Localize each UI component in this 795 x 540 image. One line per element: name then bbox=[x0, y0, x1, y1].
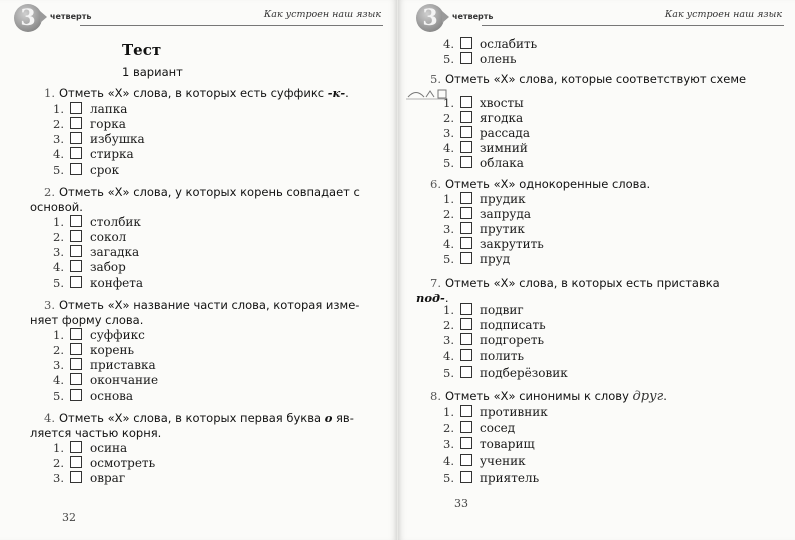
quarter-badge-icon: 3 bbox=[14, 4, 42, 32]
option: 2. горка bbox=[53, 117, 126, 131]
checkbox[interactable] bbox=[460, 318, 472, 330]
option: 1. столбик bbox=[53, 215, 141, 229]
option: 4. ослабить bbox=[443, 37, 538, 51]
checkbox[interactable] bbox=[460, 222, 472, 234]
header-rule bbox=[482, 25, 784, 26]
checkbox[interactable] bbox=[460, 366, 472, 378]
option: 5. олень bbox=[443, 52, 517, 66]
page-number: 33 bbox=[454, 497, 468, 510]
checkbox[interactable] bbox=[460, 96, 472, 108]
checkbox[interactable] bbox=[460, 111, 472, 123]
option: 5. приятель bbox=[443, 471, 540, 485]
option: 2. сокол bbox=[53, 230, 127, 244]
checkbox[interactable] bbox=[70, 389, 82, 401]
checkbox[interactable] bbox=[460, 333, 472, 345]
option: 3. овраг bbox=[53, 471, 126, 485]
checkbox[interactable] bbox=[460, 303, 472, 315]
question-2: 2. Отметь «Х» слова, у которых корень совпадает с bbox=[44, 185, 360, 199]
checkbox[interactable] bbox=[460, 421, 472, 433]
option: 2. запруда bbox=[443, 207, 531, 221]
option: 4. окончание bbox=[53, 373, 159, 387]
option: 2. корень bbox=[53, 343, 135, 357]
checkbox[interactable] bbox=[460, 349, 472, 361]
option: 1. суффикс bbox=[53, 328, 145, 342]
checkbox[interactable] bbox=[70, 373, 82, 385]
checkbox[interactable] bbox=[460, 52, 472, 64]
checkbox[interactable] bbox=[70, 245, 82, 257]
option: 4. зимний bbox=[443, 141, 528, 155]
option: 5. конфета bbox=[53, 276, 144, 290]
checkbox[interactable] bbox=[460, 141, 472, 153]
checkbox[interactable] bbox=[460, 454, 472, 466]
option: 2. сосед bbox=[443, 421, 516, 435]
question-3: 3. Отметь «Х» название части слова, которая изме- bbox=[44, 298, 360, 312]
checkbox[interactable] bbox=[460, 405, 472, 417]
option: 5. пруд bbox=[443, 252, 511, 266]
option: 3. загадка bbox=[53, 245, 140, 259]
chevron-right-icon bbox=[40, 11, 47, 23]
checkbox[interactable] bbox=[460, 126, 472, 138]
option: 3. избушка bbox=[53, 132, 145, 146]
chevron-right-icon bbox=[442, 11, 449, 23]
option: 4. ученик bbox=[443, 454, 526, 468]
page-number: 32 bbox=[62, 511, 76, 524]
left-page bbox=[0, 0, 397, 540]
option: 5. подберёзовик bbox=[443, 366, 568, 380]
question-7: 7. Отметь «Х» слова, в которых есть приставка bbox=[430, 276, 720, 290]
question-2-cont: основой. bbox=[30, 200, 83, 214]
checkbox[interactable] bbox=[460, 37, 472, 49]
option: 1. противник bbox=[443, 405, 548, 419]
option: 1. хвосты bbox=[443, 96, 524, 110]
checkbox[interactable] bbox=[70, 358, 82, 370]
checkbox[interactable] bbox=[70, 441, 82, 453]
question-1: 1. Отметь «Х» слова, в которых есть суффикс -к-. bbox=[44, 86, 349, 100]
option: 4. стирка bbox=[53, 147, 134, 161]
checkbox[interactable] bbox=[70, 215, 82, 227]
checkbox[interactable] bbox=[460, 237, 472, 249]
checkbox[interactable] bbox=[460, 192, 472, 204]
checkbox[interactable] bbox=[70, 132, 82, 144]
page-header-right bbox=[412, 4, 786, 32]
quarter-badge-icon: 3 bbox=[416, 4, 444, 32]
option: 4. полить bbox=[443, 349, 525, 363]
option: 5. срок bbox=[53, 163, 120, 177]
checkbox[interactable] bbox=[460, 156, 472, 168]
checkbox[interactable] bbox=[70, 260, 82, 272]
option: 1. осина bbox=[53, 441, 128, 455]
option: 1. подвиг bbox=[443, 303, 524, 317]
option: 2. ягодка bbox=[443, 111, 524, 125]
question-5: 5. Отметь «Х» слова, которые соответствуют схеме bbox=[430, 72, 747, 86]
test-title: Тест bbox=[122, 41, 162, 59]
checkbox[interactable] bbox=[70, 276, 82, 288]
page-header-left bbox=[10, 4, 385, 32]
option: 1. прудик bbox=[443, 192, 526, 206]
checkbox[interactable] bbox=[70, 471, 82, 483]
checkbox[interactable] bbox=[70, 147, 82, 159]
checkbox[interactable] bbox=[460, 471, 472, 483]
question-7-cont: под-. bbox=[416, 291, 449, 305]
checkbox[interactable] bbox=[460, 252, 472, 264]
right-page bbox=[398, 0, 795, 540]
question-8: 8. Отметь «Х» синонимы к слову друг. bbox=[430, 389, 667, 404]
option: 3. прутик bbox=[443, 222, 525, 236]
option: 2. подписать bbox=[443, 318, 546, 332]
option: 4. забор bbox=[53, 260, 126, 274]
question-4-cont: ляется частью корня. bbox=[30, 426, 162, 440]
checkbox[interactable] bbox=[70, 456, 82, 468]
option: 3. рассада bbox=[443, 126, 530, 140]
question-3-cont: няет форму слова. bbox=[30, 313, 144, 327]
option: 4. закрутить bbox=[443, 237, 544, 251]
header-topic: Как устроен наш язык bbox=[263, 9, 381, 20]
checkbox[interactable] bbox=[460, 437, 472, 449]
option: 5. основа bbox=[53, 389, 134, 403]
header-topic: Как устроен наш язык bbox=[664, 9, 782, 20]
checkbox[interactable] bbox=[70, 343, 82, 355]
checkbox[interactable] bbox=[70, 117, 82, 129]
test-variant: 1 вариант bbox=[122, 65, 183, 79]
header-section: четверть bbox=[452, 12, 494, 21]
option: 5. облака bbox=[443, 156, 524, 170]
checkbox[interactable] bbox=[460, 207, 472, 219]
question-4: 4. Отметь «Х» слова, в которых первая буква о яв- bbox=[44, 411, 354, 425]
option: 2. осмотреть bbox=[53, 456, 156, 470]
checkbox[interactable] bbox=[70, 328, 82, 340]
question-6: 6. Отметь «Х» однокоренные слова. bbox=[430, 177, 651, 191]
option: 3. товарищ bbox=[443, 437, 535, 451]
option: 3. приставка bbox=[53, 358, 156, 372]
checkbox[interactable] bbox=[70, 230, 82, 242]
option: 3. подгореть bbox=[443, 333, 545, 347]
option: 1. лапка bbox=[53, 102, 128, 116]
checkbox[interactable] bbox=[70, 102, 82, 114]
header-rule bbox=[80, 25, 383, 26]
checkbox[interactable] bbox=[70, 163, 82, 175]
header-section: четверть bbox=[50, 12, 92, 21]
